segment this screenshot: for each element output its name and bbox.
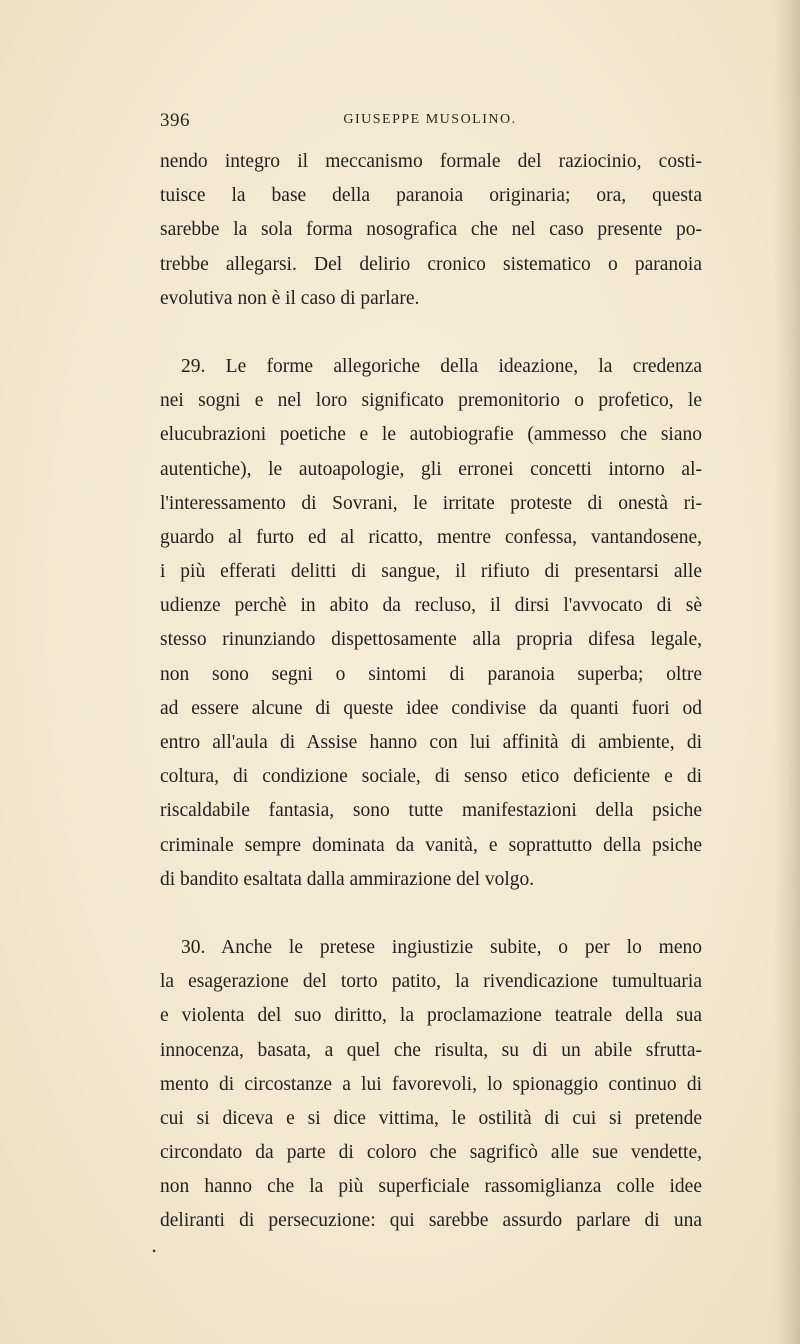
text-line: cui si diceva e si dice vittima, le ostilità di cui si pretende: [160, 1107, 702, 1129]
text-line: stesso rinunziando dispettosamente alla propria difesa legale,: [160, 629, 702, 651]
text-line: non sono segni o sintomi di paranoia superba; oltre: [160, 663, 702, 685]
text-line: nei sogni e nel loro significato premonitorio o profetico, le: [160, 390, 702, 412]
margin-mark: •: [152, 1244, 157, 1258]
text-line: criminale sempre dominata da vanità, e soprattutto della psiche: [160, 834, 702, 856]
text-line: la esagerazione del torto patito, la rivendicazione tumultuaria: [160, 971, 702, 993]
text-line: ad essere alcune di queste idee condivise da quanti fuori od: [160, 697, 702, 719]
text-line: 30. Anche le pretese ingiustizie subite, o per lo meno: [181, 936, 702, 958]
text-line: innocenza, basata, a quel che risulta, su di un abile sfrutta-: [160, 1039, 702, 1061]
text-line: deliranti di persecuzione: qui sarebbe assurdo parlare di una: [160, 1210, 702, 1232]
text-line: riscaldabile fantasia, sono tutte manifestazioni della psiche: [160, 800, 702, 822]
text-line: autentiche), le autoapologie, gli erronei concetti intorno al-: [160, 458, 702, 480]
text-line: nendo integro il meccanismo formale del raziocinio, costi-: [160, 151, 702, 172]
text-line: e violenta del suo diritto, la proclamazione teatrale della sua: [160, 1005, 702, 1027]
text-line: udienze perchè in abito da recluso, il dirsi l'avvocato di sè: [160, 595, 702, 617]
paragraph-29: [160, 350, 702, 897]
text-line: 29. Le forme allegoriche della ideazione, la credenza: [181, 355, 702, 377]
text-line: l'interessamento di Sovrani, le irritate proteste di onestà ri-: [160, 492, 702, 514]
text-line: evolutiva non è il caso di parlare.: [160, 287, 420, 309]
text-line: elucubrazioni poetiche e le autobiografie (ammesso che siano: [160, 424, 702, 446]
text-line: circondato da parte di coloro che sagrificò alle sue vendette,: [160, 1142, 702, 1164]
text-line: tuisce la base della paranoia originaria; ora, questa: [160, 185, 702, 207]
body-text: [160, 145, 702, 1239]
page-header: [160, 110, 700, 132]
page-number: 396: [160, 110, 190, 131]
text-line: di bandito esaltata dalla ammirazione del volgo.: [160, 868, 535, 890]
text-line: entro all'aula di Assise hanno con lui affinità di ambiente, di: [160, 732, 702, 753]
paragraph-1: [160, 145, 702, 316]
running-head: GIUSEPPE MUSOLINO.: [343, 112, 517, 127]
text-line: mento di circostanze a lui favorevoli, lo spionaggio continuo di: [160, 1073, 702, 1095]
text-line: trebbe allegarsi. Del delirio cronico sistematico o paranoia: [160, 253, 702, 275]
text-line: i più efferati delitti di sangue, il rifiuto di presentarsi alle: [160, 561, 702, 583]
text-line: coltura, di condizione sociale, di senso etico deficiente e di: [160, 766, 702, 788]
text-line: non hanno che la più superficiale rassomiglianza colle idee: [160, 1176, 702, 1198]
text-line: guardo al furto ed al ricatto, mentre confessa, vantandosene,: [160, 526, 702, 548]
text-line: sarebbe la sola forma nosografica che nel caso presente po-: [160, 219, 702, 241]
paragraph-30: [160, 931, 702, 1239]
page-gutter-shadow: [774, 0, 800, 1344]
